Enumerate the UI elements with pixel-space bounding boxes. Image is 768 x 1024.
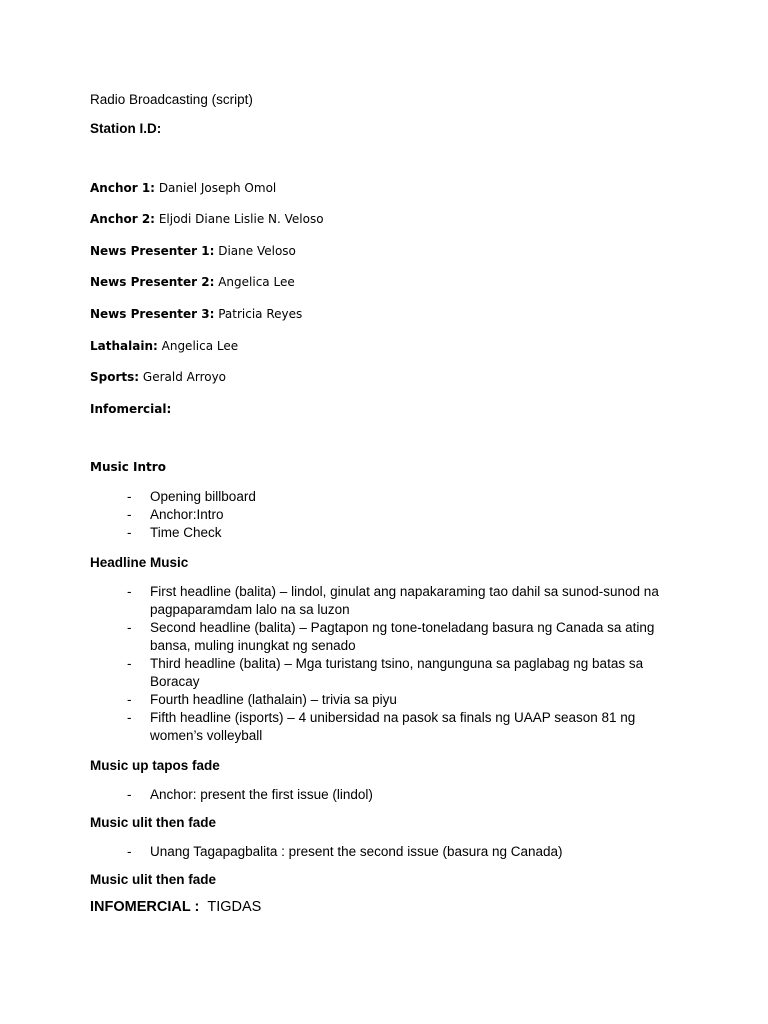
bullet-dash: - (127, 507, 132, 522)
infomercial-value: TIGDAS (207, 899, 262, 915)
role-label: Infomercial: (90, 402, 172, 416)
role-label: Anchor 2: (90, 212, 155, 226)
role-line (90, 370, 226, 384)
list-item: - Anchor:Intro (127, 507, 224, 522)
list-item: - First headline (balita) – lindol, ginulat ang napakaraming tao dahil sa sunod-sunod na pagpaparamdam lalo na sa luzon (127, 584, 659, 617)
role-line (90, 181, 276, 195)
music-intro-list (0, 488, 768, 542)
headline-music-heading: Headline Music (90, 555, 189, 570)
list-item: - Fourth headline (lathalain) – trivia sa piyu (127, 692, 397, 707)
list-item: - Anchor: present the first issue (lindol) (127, 787, 373, 802)
bullet-dash: - (127, 656, 132, 671)
infomercial-label: INFOMERCIAL : (90, 899, 200, 915)
role-line (90, 275, 295, 289)
role-line (90, 307, 302, 321)
list-item: - Second headline (balita) – Pagtapon ng tone-toneladang basura ng Canada sa ating bansa, muling inungkat ng senado (127, 620, 655, 653)
music-intro-heading: Music Intro (90, 460, 166, 474)
role-label: Lathalain: (90, 339, 158, 353)
bullet-dash: - (127, 620, 132, 635)
music-ulit-list (0, 843, 768, 861)
role-value: Angelica Lee (218, 275, 295, 289)
list-item: - Unang Tagapagbalita : present the second issue (basura ng Canada) (127, 844, 563, 859)
bullet-dash: - (127, 844, 132, 859)
bullet-dash: - (127, 710, 132, 725)
list-item: - Opening billboard (127, 489, 256, 504)
bullet-dash: - (127, 525, 132, 540)
role-label: News Presenter 2: (90, 275, 215, 289)
music-ulit-heading: Music ulit then fade (90, 872, 217, 887)
music-ulit-heading: Music ulit then fade (90, 815, 217, 830)
role-line (90, 339, 238, 353)
music-up-list (0, 786, 768, 804)
role-line (90, 212, 324, 226)
role-label: News Presenter 3: (90, 307, 215, 321)
list-item: - Time Check (127, 525, 222, 540)
bullet-dash: - (127, 692, 132, 707)
role-value: Patricia Reyes (218, 307, 303, 321)
role-line (90, 402, 171, 416)
list-item: - Fifth headline (isports) – 4 unibersidad na pasok sa finals ng UAAP season 81 ng women’s volleyball (127, 710, 636, 743)
station-id-heading: Station I.D: (90, 121, 162, 136)
role-line (90, 244, 296, 258)
role-value: Diane Veloso (218, 244, 296, 258)
role-label: Anchor 1: (90, 181, 155, 195)
role-label: Sports: (90, 370, 140, 384)
role-value: Gerald Arroyo (142, 370, 227, 384)
bullet-dash: - (127, 489, 132, 504)
music-up-heading: Music up tapos fade (90, 758, 220, 773)
list-item: - Third headline (balita) – Mga turistang tsino, nangunguna sa paglabag ng batas sa Boracay (127, 656, 644, 689)
role-value: Daniel Joseph Omol (158, 181, 277, 195)
infomercial-line (90, 899, 261, 915)
role-label: News Presenter 1: (90, 244, 215, 258)
role-value: Eljodi Diane Lislie N. Veloso (158, 212, 324, 226)
headline-list (0, 583, 768, 745)
bullet-dash: - (127, 584, 132, 599)
role-value: Angelica Lee (161, 339, 239, 353)
document-title: Radio Broadcasting (script) (90, 92, 253, 107)
bullet-dash: - (127, 787, 132, 802)
